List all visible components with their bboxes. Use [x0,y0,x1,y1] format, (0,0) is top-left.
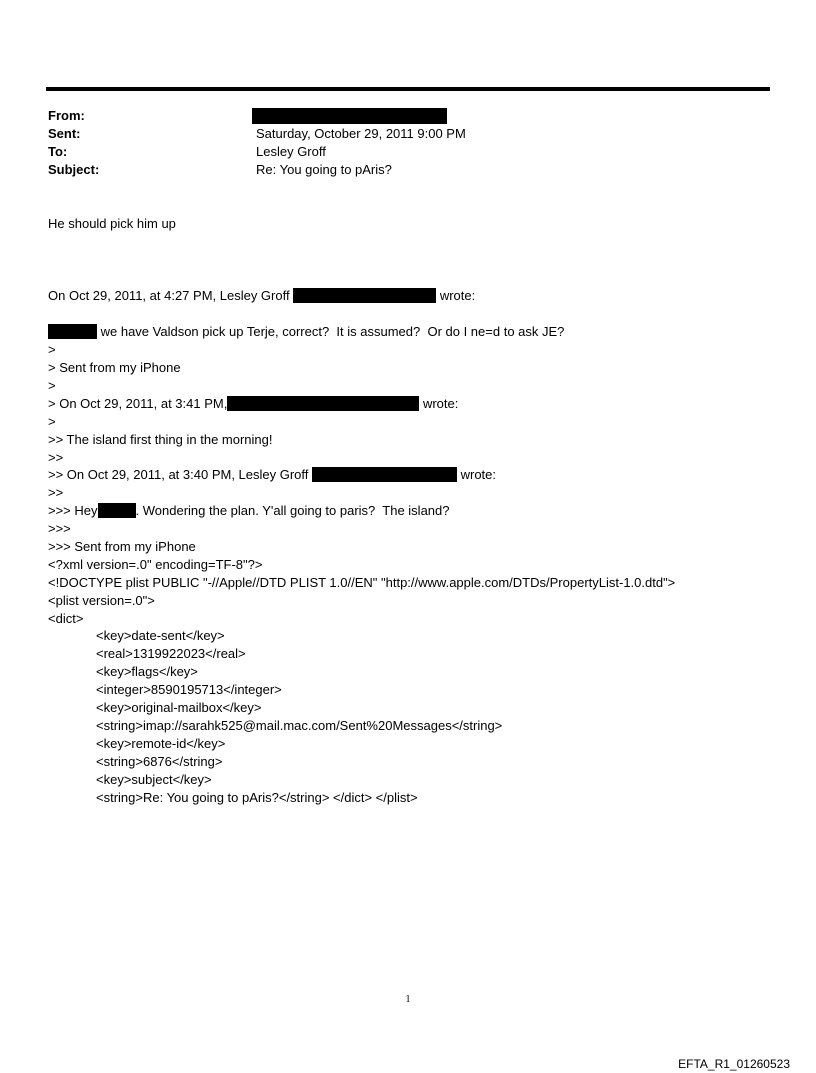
quote-2-post: we have Valdson pick up Terje, correct? It is assumed? Or do I ne=d to ask JE? [97,324,565,339]
quote-12-post: . Wondering the plan. Y'all going to paris? The island? [135,503,450,518]
xml-line-12: <string>6876</string> [96,754,223,769]
xml-line-9: <key>original-mailbox</key> [96,700,262,715]
quote-6-pre: > On Oct 29, 2011, at 3:41 PM, [48,396,228,411]
to-label: To: [48,144,68,159]
xml-line-14: <string>Re: You going to pAris?</string> </dict> </plist> [96,790,418,805]
header-rule [46,87,770,91]
quote-line-7: > [48,414,56,429]
quote-line-1 [48,287,475,305]
xml-line-8: <integer>8590195713</integer> [96,682,282,697]
xml-line-13: <key>subject</key> [96,772,212,787]
redaction-q2 [48,324,97,339]
quote-line-6 [48,395,458,413]
quote-line-11: >> [48,485,64,500]
redaction-q12 [98,503,136,518]
redaction-q10 [312,467,457,482]
subject-label: Subject: [48,162,100,177]
quote-line-14: >>> Sent from my iPhone [48,539,196,554]
quote-line-9: >> [48,450,64,465]
quote-10-pre: >> On Oct 29, 2011, at 3:40 PM, Lesley Groff [48,467,312,482]
sent-label: Sent: [48,126,81,141]
xml-line-11: <key>remote-id</key> [96,736,226,751]
quote-line-3: > [48,342,56,357]
xml-line-1: <?xml version=.0" encoding=TF-8"?> [48,557,263,572]
quote-line-12 [48,502,449,520]
quote-line-13: >>> [48,521,71,536]
redaction-q1 [293,288,436,303]
quote-line-4: > Sent from my iPhone [48,360,181,375]
redaction-q6 [227,396,419,411]
from-label: From: [48,108,85,123]
quote-line-10 [48,466,496,484]
quote-line-5: > [48,378,56,393]
quote-12-pre: >>> Hey [48,503,98,518]
redaction-from [252,108,447,124]
xml-line-3: <plist version=.0"> [48,593,155,608]
to-value: Lesley Groff [256,144,326,159]
quote-line-2 [48,323,564,341]
xml-line-7: <key>flags</key> [96,664,198,679]
sent-value: Saturday, October 29, 2011 9:00 PM [256,126,466,141]
page-number: 1 [405,994,411,1005]
quote-6-post: wrote: [419,396,459,411]
xml-line-4: <dict> [48,611,84,626]
xml-line-2: <!DOCTYPE plist PUBLIC "-//Apple//DTD PLIST 1.0//EN" "http://www.apple.com/DTDs/PropertyList-1.0.dtd"> [48,575,676,590]
quote-1-post: wrote: [436,288,476,303]
xml-line-5: <key>date-sent</key> [96,628,225,643]
xml-line-10: <string>imap://sarahk525@mail.mac.com/Sent%20Messages</string> [96,718,503,733]
quote-line-8: >> The island first thing in the morning! [48,432,273,447]
quote-10-post: wrote: [457,467,497,482]
xml-line-6: <real>1319922023</real> [96,646,246,661]
quote-1-pre: On Oct 29, 2011, at 4:27 PM, Lesley Groff [48,288,294,303]
reply-text: He should pick him up [48,216,176,231]
bates-number: EFTA_R1_01260523 [678,1057,790,1071]
subject-value: Re: You going to pAris? [256,162,392,177]
